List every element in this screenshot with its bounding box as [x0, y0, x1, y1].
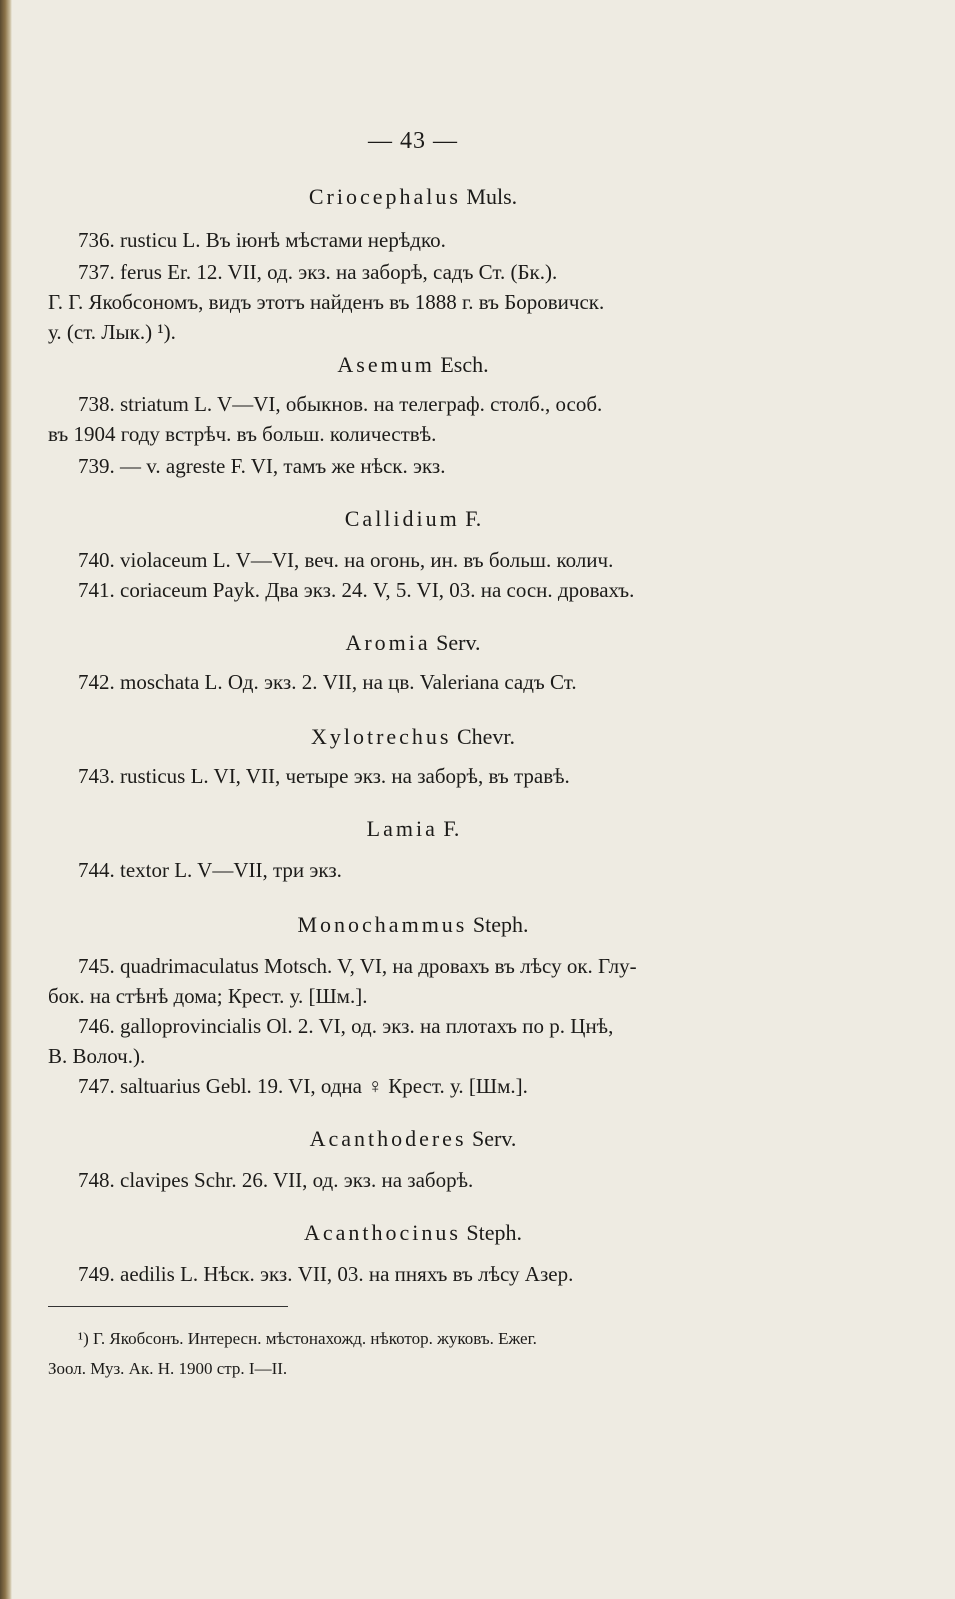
genus-author: Chevr. [456, 724, 516, 749]
page [48, 0, 778, 1599]
entry-line: у. (ст. Лык.) ¹). [48, 320, 176, 344]
genus-name: Lamia [366, 816, 438, 841]
genus-name: Asemum [337, 352, 435, 377]
genus-heading [48, 724, 778, 750]
genus-heading [48, 352, 778, 378]
entry-line: 748. clavipes Schr. 26. VII, од. экз. на заборѣ. [78, 1168, 474, 1192]
genus-author: Muls. [466, 184, 518, 209]
genus-name: Acanthocinus [303, 1220, 461, 1245]
genus-author: Steph. [472, 912, 529, 937]
genus-author: Serv. [472, 1126, 517, 1151]
genus-heading [48, 1126, 778, 1152]
genus-name: Xylotrechus [310, 724, 452, 749]
entry-line: Г. Г. Якобсономъ, видъ этотъ найденъ въ 1888 г. въ Боровичск. [48, 290, 605, 314]
genus-heading [48, 1220, 778, 1246]
entry-line: 746. galloprovincialis Ol. 2. VI, од. экз. на плотахъ по р. Цнѣ, [78, 1014, 614, 1038]
genus-author: F. [443, 816, 460, 841]
genus-name: Criocephalus [308, 184, 461, 209]
footnote-line: Зоол. Муз. Ак. Н. 1900 стр. I—II. [48, 1359, 288, 1378]
entry-line: 747. saltuarius Gebl. 19. VI, одна ♀ Крест. у. [Шм.]. [78, 1074, 528, 1098]
entry-line: 741. coriaceum Payk. Два экз. 24. V, 5. VI, 03. на сосн. дровахъ. [78, 578, 635, 602]
genus-name: Acanthoderes [309, 1126, 467, 1151]
entry-line: 744. textor L. V—VII, три экз. [78, 858, 342, 882]
entry-line: В. Волоч.). [48, 1044, 146, 1068]
genus-author: Esch. [440, 352, 489, 377]
entry-line: 740. violaceum L. V—VI, веч. на огонь, ин. въ больш. колич. [78, 548, 614, 572]
genus-author: Steph. [466, 1220, 523, 1245]
genus-name: Callidium [344, 506, 460, 531]
entry-line: 742. moschata L. Од. экз. 2. VII, на цв. Valeriana садъ Ст. [78, 670, 577, 694]
footnote-rule [48, 1306, 288, 1307]
genus-author: Serv. [436, 630, 481, 655]
entry-line: 739. — v. agreste F. VI, тамъ же нѣск. экз. [78, 454, 446, 478]
book-spine-edge [0, 0, 12, 1599]
genus-heading [48, 630, 778, 656]
genus-heading [48, 816, 778, 842]
entry-line: 737. ferus Er. 12. VII, од. экз. на заборѣ, садъ Ст. (Бк.). [78, 260, 558, 284]
genus-heading [48, 912, 778, 938]
genus-heading [48, 506, 778, 532]
genus-name: Monochammus [297, 912, 468, 937]
entry-line: 749. aedilis L. Нѣск. экз. VII, 03. на пняхъ въ лѣсу Азер. [78, 1262, 574, 1286]
entry-line: въ 1904 году встрѣч. въ больш. количествѣ. [48, 422, 437, 446]
footnote-line: ¹) Г. Якобсонъ. Интересн. мѣстонахожд. нѣкотор. жуковъ. Ежег. [78, 1329, 537, 1348]
entry-line: 738. striatum L. V—VI, обыкнов. на телеграф. столб., особ. [78, 392, 603, 416]
entry-line: 745. quadrimaculatus Motsch. V, VI, на дровахъ въ лѣсу ок. Глу- [78, 954, 637, 978]
entry-line: 743. rusticus L. VI, VII, четыре экз. на заборѣ, въ травѣ. [78, 764, 570, 788]
genus-author: F. [465, 506, 482, 531]
page-number: — 43 — [368, 128, 458, 154]
entry-line: бок. на стѣнѣ дома; Крест. у. [Шм.]. [48, 984, 368, 1008]
genus-heading [48, 184, 778, 210]
genus-name: Aromia [345, 630, 431, 655]
entry-line: 736. rusticu L. Въ iюнѣ мѣстами нерѣдко. [78, 228, 446, 252]
